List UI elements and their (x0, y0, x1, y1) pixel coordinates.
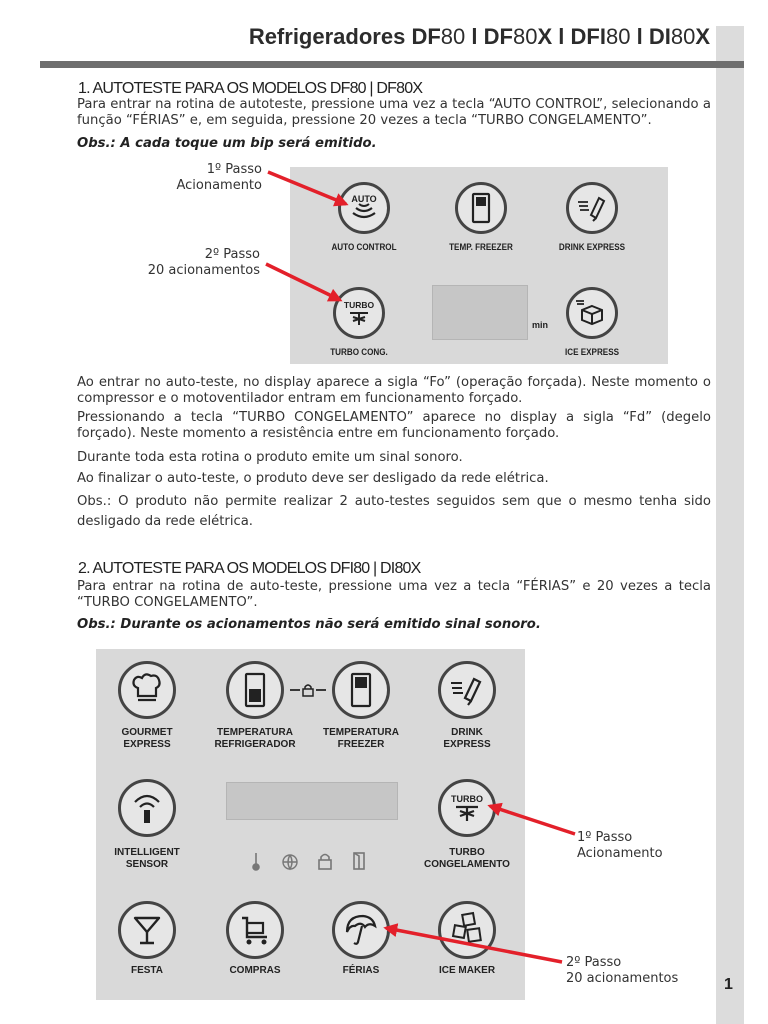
model-di80x-number: 80 (670, 24, 696, 49)
ferias-label: FÉRIAS (342, 965, 380, 976)
drink-label-line2: EXPRESS (443, 739, 491, 750)
header-brand: Refrigeradores (248, 24, 406, 49)
temp-ref-label-line2: REFRIGERADOR (214, 739, 296, 750)
ice-maker-label: ICE MAKER (438, 965, 496, 976)
step2-title: 2º Passo (204, 247, 260, 262)
arrow-step1-turbo (490, 806, 575, 834)
festa-label: FESTA (130, 965, 164, 976)
model-dfi80-number: 80 (605, 24, 631, 49)
drink-express-label: DRINK EXPRESS (558, 242, 626, 252)
section1-paragraph-4: Ao finalizar o auto-teste, o produto deve ser desligado da rede elétrica. (77, 471, 549, 486)
turbo-label-line1: TURBO (449, 847, 485, 858)
arrow-step1-auto (268, 172, 346, 204)
step2-subtitle: 20 acionamentos (147, 263, 260, 278)
step1-title-2: 1º Passo (577, 830, 633, 845)
section1-paragraph-5: Obs.: O produto não permite realizar 2 auto-testes seguidos sem que o mesmo tenha sido desligado da rede elétrica. (77, 494, 711, 529)
model-df80-prefix: DF (411, 24, 441, 49)
gourmet-label-line2: EXPRESS (123, 739, 171, 750)
section2-heading: 2. AUTOTESTE PARA OS MODELOS DFI80 | DI80X (78, 560, 421, 577)
turbo-cong-label: TURBO CONG. (330, 347, 388, 357)
model-df80x-suffix: X (537, 24, 553, 49)
arrow-step2-turbo (266, 264, 340, 300)
drink-label-line1: DRINK (451, 727, 483, 738)
header-separator: l (636, 24, 643, 49)
turbo-icon-text-2: TURBO (451, 794, 483, 804)
ice-express-label: ICE EXPRESS (564, 347, 620, 357)
page-number: 1 (724, 976, 733, 993)
model-di80x-suffix: X (695, 24, 710, 49)
auto-icon-text: AUTO (351, 194, 377, 204)
section1-heading: 1. AUTOTESTE PARA OS MODELOS DF80 | DF80X (78, 80, 423, 97)
model-di80x-prefix: DI (648, 24, 671, 49)
compras-label: COMPRAS (229, 965, 281, 976)
section1-intro: Para entrar na rotina de autoteste, pressione uma vez a tecla “AUTO CONTROL”, selecionando a função “FÉRIAS” e, em seguida, pressione 20 vezes a tecla “TURBO CONGELAMENTO”. (77, 97, 711, 128)
sensor-label-line1: INTELLIGENT (114, 847, 180, 858)
section2-obs: Obs.: Durante os acionamentos não será emitido sinal sonoro. (77, 617, 541, 632)
arrow-step2-ferias (386, 928, 562, 962)
temp-ref-label-line1: TEMPERATURA (217, 727, 293, 738)
turbo-icon-text: TURBO (343, 300, 375, 310)
model-df80x-number: 80 (512, 24, 538, 49)
temp-frz-label-line1: TEMPERATURA (323, 727, 399, 738)
step1-subtitle-2: Acionamento (577, 846, 663, 861)
step2-subtitle-2: 20 acionamentos (566, 971, 679, 986)
temp-frz-label-line2: FREEZER (337, 739, 385, 750)
temp-freezer-label: TEMP. FREEZER (449, 242, 513, 252)
sensor-label-line2: SENSOR (125, 859, 169, 870)
section2-intro: Para entrar na rotina de auto-teste, pressione uma vez a tecla “FÉRIAS” e 20 vezes a tecla “TURBO CONGELAMENTO”. (77, 579, 711, 610)
model-df80x-prefix: DF (483, 24, 513, 49)
step1-subtitle: Acionamento (176, 178, 262, 193)
section1-paragraph-3: Durante toda esta rotina o produto emite um sinal sonoro. (77, 450, 463, 465)
section1-paragraph-1: Ao entrar no auto-teste, no display aparece a sigla “Fo” (operação forçada). Neste momento o compressor e o motoventilador entram em funcionamento forçado. (77, 375, 711, 406)
model-df80-number: 80 (440, 24, 466, 49)
model-dfi80-prefix: DFI (570, 24, 606, 49)
auto-control-label: AUTO CONTROL (331, 242, 397, 252)
header-separator: l (558, 24, 565, 49)
step1-title: 1º Passo (206, 162, 262, 177)
turbo-label-line2: CONGELAMENTO (424, 859, 510, 870)
header-separator: l (471, 24, 478, 49)
display-unit-label: min (532, 320, 549, 330)
section1-paragraph-2: Pressionando a tecla “TURBO CONGELAMENTO” aparece no display a sigla “Fd” (degelo forçado). Neste momento a resistência entre em funcionamento forçado. (77, 410, 711, 441)
section1-obs: Obs.: A cada toque um bip será emitido. (77, 136, 377, 151)
step2-title-2: 2º Passo (566, 955, 622, 970)
gourmet-label-line1: GOURMET (121, 727, 173, 738)
